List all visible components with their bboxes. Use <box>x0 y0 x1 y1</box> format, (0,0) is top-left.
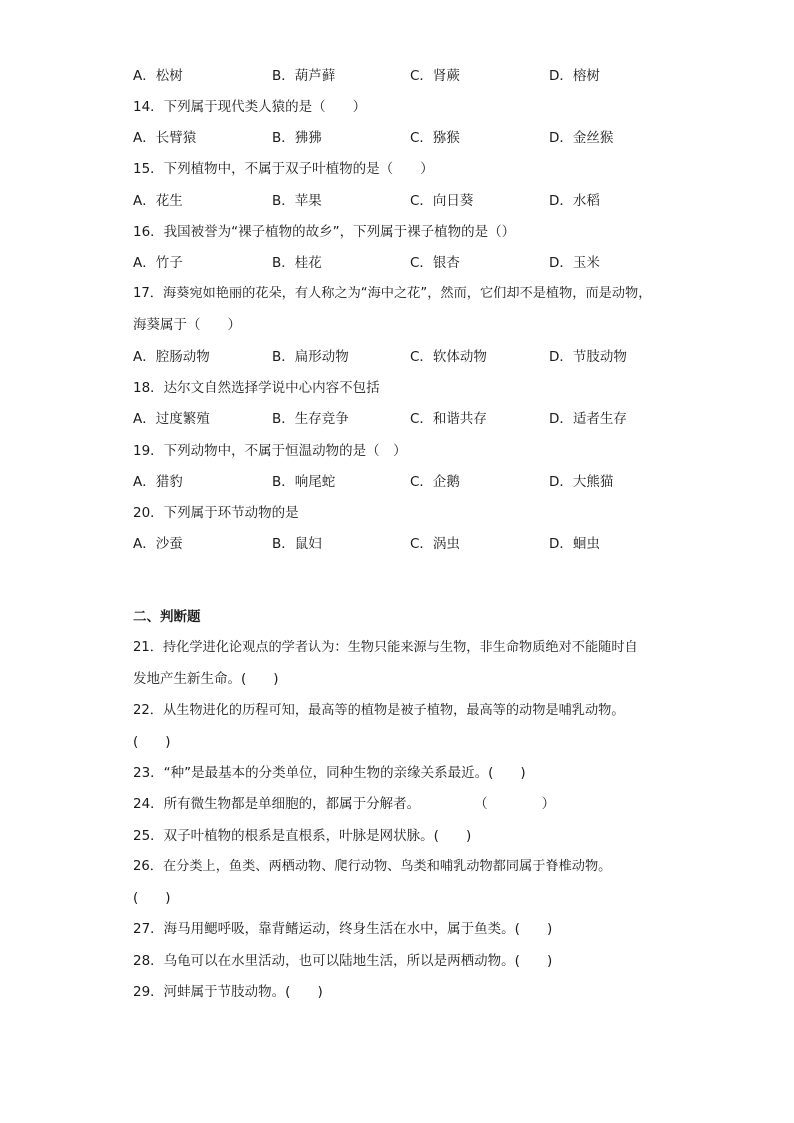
q18-option-d: D．适者生存 <box>549 411 627 427</box>
q16-stem: 16．我国被誉为“裸子植物的故乡”，下列属于裸子植物的是（） <box>133 224 516 240</box>
q15-stem: 15．下列植物中，不属于双子叶植物的是（ ） <box>133 161 434 177</box>
q18-option-b: B．生存竞争 <box>272 411 349 427</box>
q15-option-b: B．苹果 <box>272 193 322 209</box>
q20-option-b: B．鼠妇 <box>272 536 322 552</box>
q14-stem: 14．下列属于现代类人猿的是（ ） <box>133 99 367 115</box>
q16-option-c: C．银杏 <box>410 255 460 271</box>
q19-option-d: D．大熊猫 <box>549 474 614 490</box>
q18-stem: 18．达尔文自然选择学说中心内容不包括 <box>133 380 380 396</box>
q20-option-c: C．涡虫 <box>410 536 460 552</box>
q15-option-d: D．水稻 <box>549 193 600 209</box>
q16-option-b: B．桂花 <box>272 255 322 271</box>
q14-option-d: D．金丝猴 <box>549 130 614 146</box>
q28-line: 28．乌龟可以在水里活动，也可以陆地生活，所以是两栖动物。( ) <box>133 953 553 969</box>
q19-stem: 19．下列动物中，不属于恒温动物的是（ ） <box>133 443 407 459</box>
q15-option-c: C．向日葵 <box>410 193 474 209</box>
q18-option-c: C．和谐共存 <box>410 411 487 427</box>
q17-option-c: C．软体动物 <box>410 349 487 365</box>
q13-option-b: B．葫芦藓 <box>272 68 336 84</box>
q17-stem-line2: 海葵属于（ ） <box>133 317 241 333</box>
q21-line2: 发地产生新生命。( ) <box>133 671 279 687</box>
q19-option-b: B．响尾蛇 <box>272 474 336 490</box>
q19-option-a: A．猎豹 <box>133 474 183 490</box>
q27-line: 27．海马用鳃呼吸，靠背鳍运动，终身生活在水中，属于鱼类。( ) <box>133 921 553 937</box>
q25-line: 25．双子叶植物的根系是直根系，叶脉是网状脉。( ) <box>133 828 472 844</box>
q14-option-b: B．狒狒 <box>272 130 322 146</box>
q22-line2: ( ) <box>133 734 171 750</box>
q22-line1: 22．从生物进化的历程可知，最高等的植物是被子植物，最高等的动物是哺乳动物。 <box>133 703 625 718</box>
q26-line1: 26．在分类上，鱼类、两栖动物、爬行动物、鸟类和哺乳动物都同属于脊椎动物。 <box>133 859 612 874</box>
q17-option-b: B．扁形动物 <box>272 349 349 365</box>
q16-option-a: A．竹子 <box>133 255 183 271</box>
q29-line: 29．河蚌属于节肢动物。( ) <box>133 984 323 1000</box>
q19-option-c: C．企鹅 <box>410 474 460 490</box>
q14-option-c: C．猕猴 <box>410 130 460 146</box>
q26-line2: ( ) <box>133 890 171 906</box>
q24-line: 24．所有微生物都是单细胞的，都属于分解者。 （ ） <box>133 796 556 812</box>
q20-option-d: D．蛔虫 <box>549 536 600 552</box>
q17-stem-line1: 17．海葵宛如艳丽的花朵，有人称之为“海中之花”，然而，它们却不是植物，而是动物， <box>133 286 652 301</box>
section-title-judgment: 二、判断题 <box>133 609 201 625</box>
q16-option-d: D．玉米 <box>549 255 600 271</box>
q23-line: 23．“种”是最基本的分类单位，同种生物的亲缘关系最近。( ) <box>133 765 526 781</box>
q13-option-d: D．榕树 <box>549 68 600 84</box>
q17-option-a: A．腔肠动物 <box>133 349 210 365</box>
q13-option-c: C．肾蕨 <box>410 68 460 84</box>
q20-stem: 20．下列属于环节动物的是 <box>133 505 299 521</box>
q14-option-a: A．长臂猿 <box>133 130 197 146</box>
q21-line1: 21．持化学进化论观点的学者认为：生物只能来源与生物，非生命物质绝对不能随时自 <box>133 640 638 655</box>
q18-option-a: A．过度繁殖 <box>133 411 210 427</box>
q20-option-a: A．沙蚕 <box>133 536 183 552</box>
q17-option-d: D．节肢动物 <box>549 349 627 365</box>
q15-option-a: A．花生 <box>133 193 183 209</box>
q13-option-a: A．松树 <box>133 68 183 84</box>
